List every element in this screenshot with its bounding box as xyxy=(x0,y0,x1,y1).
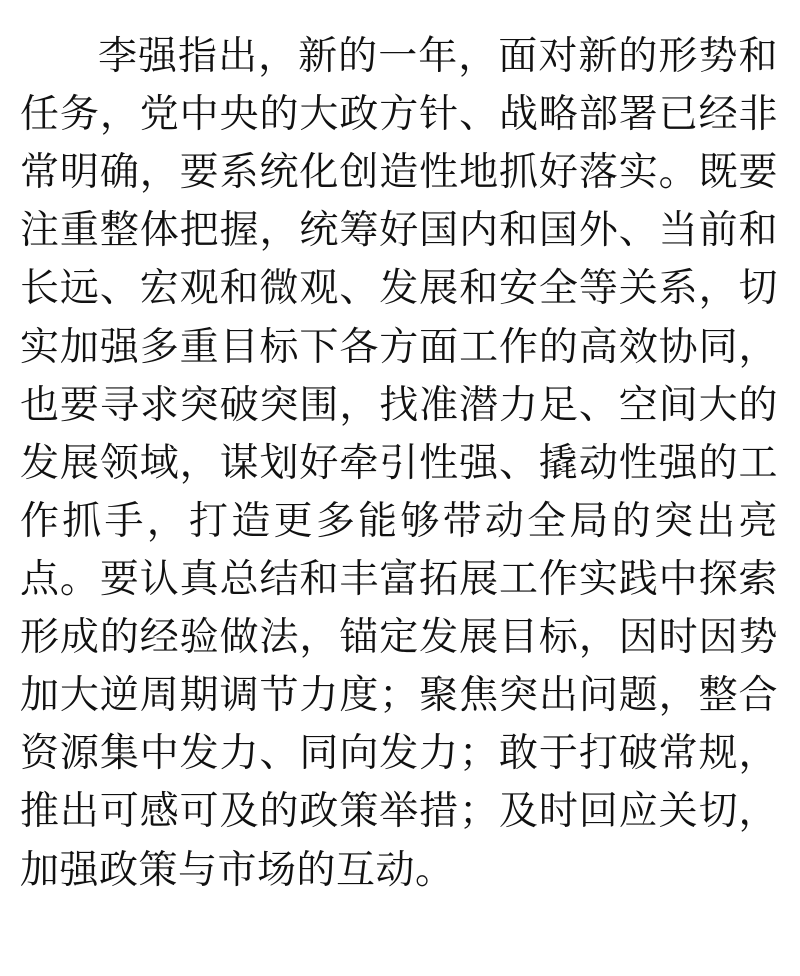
article-body xyxy=(20,28,778,900)
article-paragraph: 李强指出，新的一年，面对新的形势和任务，党中央的大政方针、战略部署已经非常明确，要系统化创造性地抓好落实。既要注重整体把握，统筹好国内和国外、当前和长远、宏观和微观、发展和安全等关系，切实加强多重目标下各方面工作的高效协同，也要寻求突破突围，找准潜力足、空间大的发展领域，谋划好牵引性强、撬动性强的工作抓手，打造更多能够带动全局的突出亮点。要认真总结和丰富拓展工作实践中探索形成的经验做法，锚定发展目标，因时因势加大逆周期调节力度；聚焦突出问题，整合资源集中发力、同向发力；敢于打破常规，推出可感可及的政策举措；及时回应关切，加强政策与市场的互动。 xyxy=(20,34,778,893)
